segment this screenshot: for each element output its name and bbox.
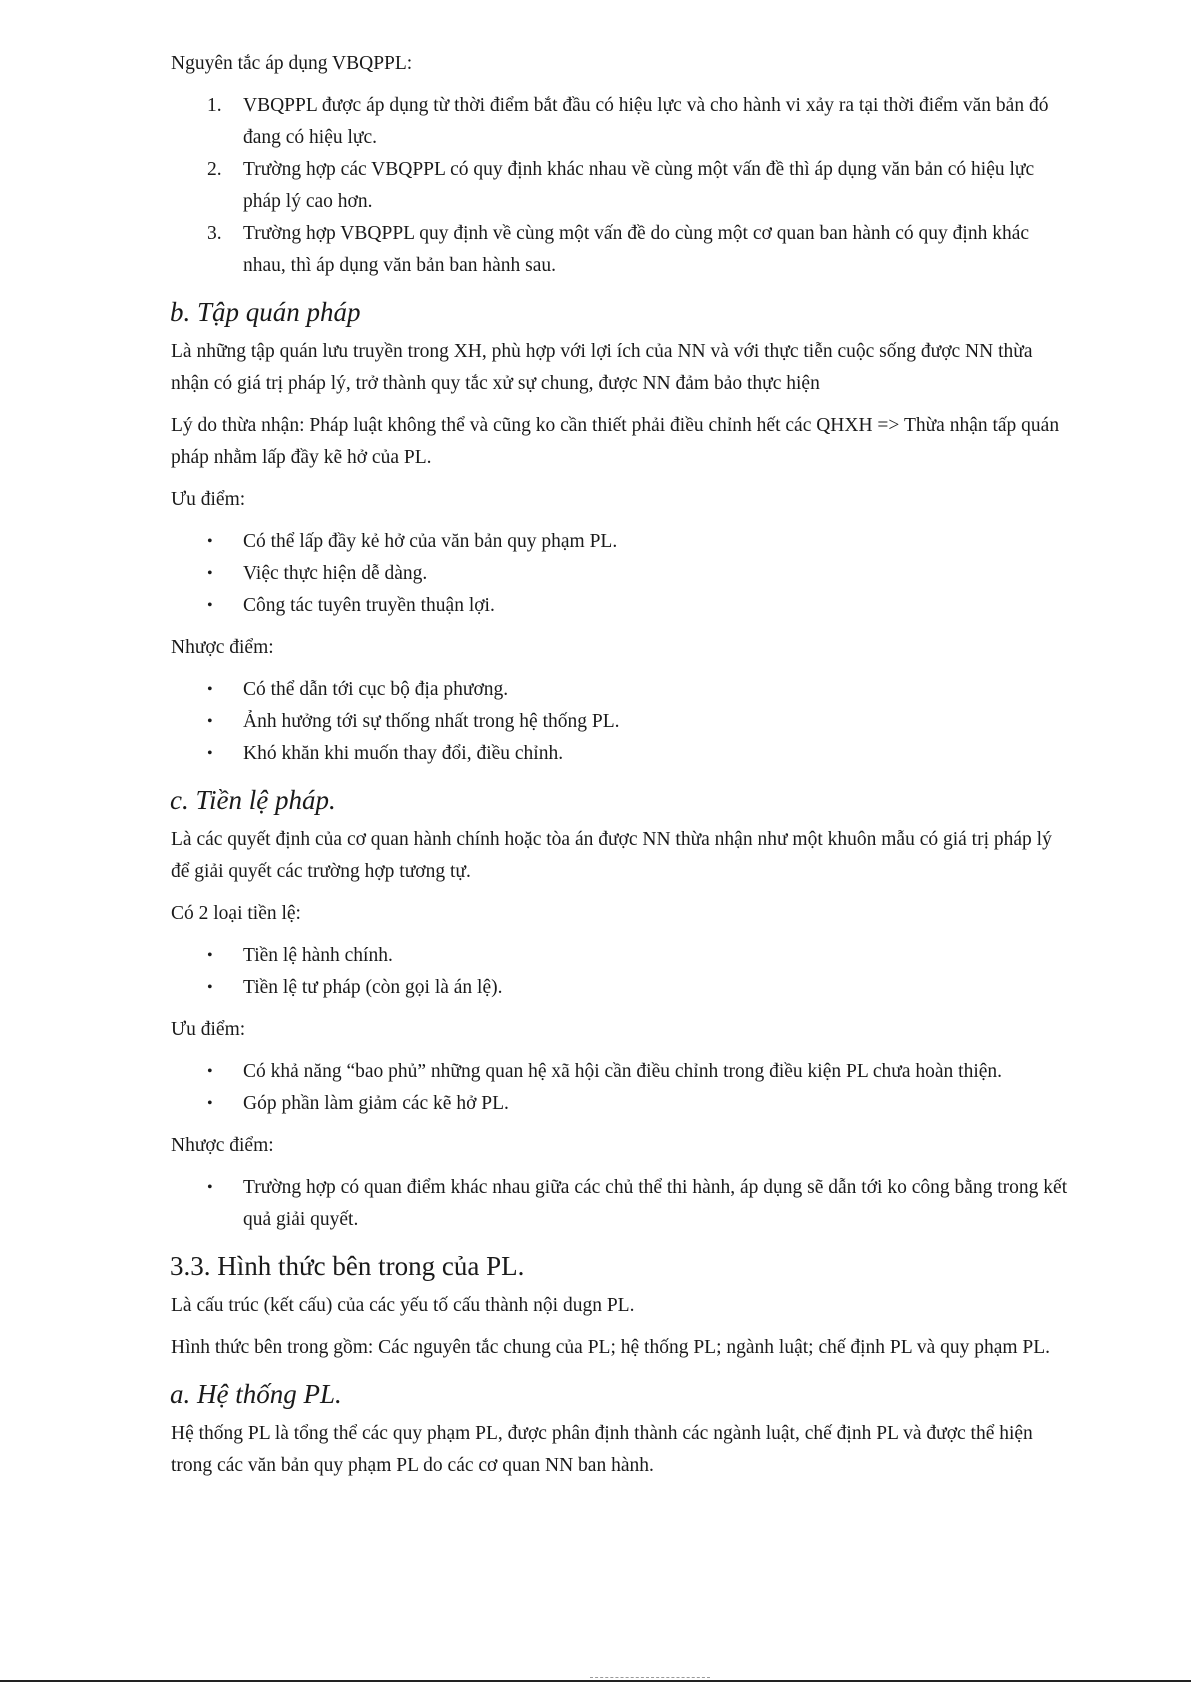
document-page	[171, 48, 1071, 1492]
cons-label: Nhược điểm:	[171, 637, 274, 658]
bullet-icon: •	[207, 565, 213, 582]
pros-list	[171, 526, 1071, 622]
pros-label: Ưu điểm:	[171, 1019, 246, 1040]
definition-paragraph: Là những tập quán lưu truyền trong XH, phù hợp với lợi ích của NN và với thực tiễn cuộc sống được NN thừa nhận có giá trị pháp lý, trở thành quy tắc xử sự chung, được NN đảm bảo thực hiện	[171, 341, 1033, 394]
definition-paragraph: Hệ thống PL là tổng thể các quy phạm PL, được phân định thành các ngành luật, chế định PL và được thể hiện trong các văn bản quy phạm PL do các cơ quan NN ban hành.	[171, 1423, 1033, 1476]
pros-label: Ưu điểm:	[171, 489, 246, 510]
cons-label: Nhược điểm:	[171, 1135, 274, 1156]
bullet-icon: •	[207, 979, 213, 996]
bullet-icon: •	[207, 947, 213, 964]
cons-list	[171, 674, 1071, 770]
types-list	[171, 940, 1071, 1004]
page-footer-mark	[590, 1677, 710, 1681]
reason-paragraph: Lý do thừa nhận: Pháp luật không thể và cũng ko cần thiết phải điều chỉnh hết các QHXH => Thừa nhận tấp quán pháp nhằm lấp đầy kẽ hở của PL.	[171, 415, 1060, 468]
components-paragraph: Hình thức bên trong gồm: Các nguyên tắc chung của PL; hệ thống PL; ngành luật; chế định PL và quy phạm PL.	[171, 1337, 1051, 1358]
list-item: • Trường hợp có quan điểm khác nhau giữa các chủ thể thi hành, áp dụng sẽ dẫn tới ko công bằng trong kết quả giải quyết.	[171, 1172, 1071, 1236]
definition-paragraph: Là cấu trúc (kết cấu) của các yếu tố cấu thành nội dugn PL.	[171, 1295, 635, 1316]
bullet-icon: •	[207, 713, 213, 730]
list-item: • Có khả năng “bao phủ” những quan hệ xã hội cần điều chỉnh trong điều kiện PL chưa hoàn thiện.	[171, 1056, 1071, 1088]
bullet-icon: •	[207, 597, 213, 614]
definition-paragraph: Là các quyết định của cơ quan hành chính hoặc tòa án được NN thừa nhận như một khuôn mẫu có giá trị pháp lý để giải quyết các trường hợp tương tự.	[171, 829, 1052, 882]
pros-list	[171, 1056, 1071, 1120]
bullet-icon: •	[207, 533, 213, 550]
section-title-tap-quan-phap: b. Tập quán pháp	[170, 297, 361, 327]
list-item: • Có thể dẫn tới cục bộ địa phương.	[171, 674, 1071, 706]
section-title-hinh-thuc-ben-trong: 3.3. Hình thức bên trong của PL.	[170, 1251, 525, 1281]
list-item: • Ảnh hưởng tới sự thống nhất trong hệ thống PL.	[171, 706, 1071, 738]
intro-heading: Nguyên tắc áp dụng VBQPPL:	[171, 53, 413, 74]
bullet-icon: •	[207, 1095, 213, 1112]
list-item: • Góp phần làm giảm các kẽ hở PL.	[171, 1088, 1071, 1120]
bullet-icon: •	[207, 1179, 213, 1196]
list-item: 2. Trường hợp các VBQPPL có quy định khác nhau về cùng một vấn đề thì áp dụng văn bản có hiệu lực pháp lý cao hơn.	[207, 159, 1035, 212]
list-item: • Việc thực hiện dễ dàng.	[171, 558, 1071, 590]
section-title-he-thong-pl: a. Hệ thống PL.	[170, 1379, 342, 1409]
list-item: • Khó khăn khi muốn thay đổi, điều chỉnh.	[171, 738, 1071, 770]
cons-list	[171, 1172, 1071, 1236]
list-item: • Có thể lấp đầy kẻ hở của văn bản quy phạm PL.	[171, 526, 1071, 558]
bullet-icon: •	[207, 745, 213, 762]
bullet-icon: •	[207, 1063, 213, 1080]
application-rules-list	[171, 90, 1071, 282]
types-label: Có 2 loại tiền lệ:	[171, 903, 301, 924]
list-item: • Tiền lệ hành chính.	[171, 940, 1071, 972]
bullet-icon: •	[207, 681, 213, 698]
list-item: 3. Trường hợp VBQPPL quy định về cùng một vấn đề do cùng một cơ quan ban hành có quy định khác nhau, thì áp dụng văn bản ban hành sau.	[207, 223, 1030, 276]
list-item: • Tiền lệ tư pháp (còn gọi là án lệ).	[171, 972, 1071, 1004]
list-item: 1. VBQPPL được áp dụng từ thời điểm bắt đầu có hiệu lực và cho hành vi xảy ra tại thời điểm văn bản đó đang có hiệu lực.	[207, 95, 1049, 148]
section-title-tien-le-phap: c. Tiền lệ pháp.	[170, 785, 336, 815]
list-item: • Công tác tuyên truyền thuận lợi.	[171, 590, 1071, 622]
